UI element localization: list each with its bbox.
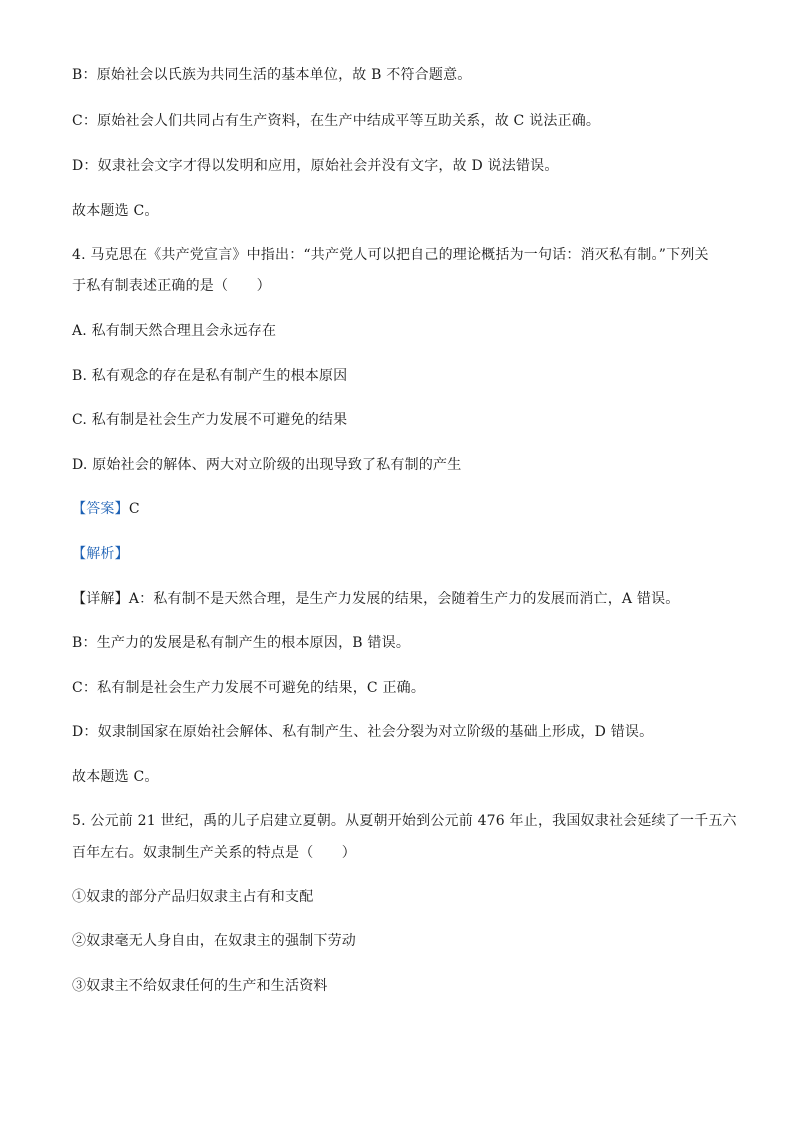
q4-stem-line-2: 于私有制表述正确的是（ ） xyxy=(72,278,271,294)
detail-tag: 【详解】 xyxy=(72,591,129,607)
q4-detail-c: C：私有制是社会生产力发展不可避免的结果，C 正确。 xyxy=(72,680,426,696)
q3-conclusion: 故本题选 C。 xyxy=(72,203,159,219)
q5-item-3: ③奴隶主不给奴隶任何的生产和生活资料 xyxy=(72,978,328,994)
answer-value: C xyxy=(128,501,140,517)
q4-option-c: C. 私有制是社会生产力发展不可避免的结果 xyxy=(72,412,348,428)
q3-analysis-option-d: D：奴隶社会文字才得以发明和应用，原始社会并没有文字，故 D 说法错误。 xyxy=(72,158,559,174)
q5-item-2: ②奴隶毫无人身自由，在奴隶主的强制下劳动 xyxy=(72,933,356,949)
analysis-tag: 【解析】 xyxy=(72,546,129,562)
q4-option-b: B. 私有观念的存在是私有制产生的根本原因 xyxy=(72,368,348,384)
q4-detail-b: B：生产力的发展是私有制产生的根本原因，B 错误。 xyxy=(72,635,411,651)
q4-stem-line-1: 4. 马克思在《共产党宣言》中指出：“共产党人可以把自己的理论概括为一句话：消灭私有制。”下列关 xyxy=(72,247,709,263)
q4-conclusion: 故本题选 C。 xyxy=(72,769,159,785)
q4-analysis-heading xyxy=(72,545,732,563)
q3-analysis-option-c: C：原始社会人们共同占有生产资料，在生产中结成平等互助关系，故 C 说法正确。 xyxy=(72,113,601,129)
q4-detail-a: A：私有制不是天然合理，是生产力发展的结果，会随着生产力的发展而消亡，A 错误。 xyxy=(128,591,680,607)
q3-analysis-option-b: B：原始社会以氏族为共同生活的基本单位，故 B 不符合题意。 xyxy=(72,67,472,83)
answer-tag: 【答案】 xyxy=(72,501,129,517)
q4-option-a: A. 私有制天然合理且会永远存在 xyxy=(72,323,277,339)
q4-detail-d: D：奴隶制国家在原始社会解体、私有制产生、社会分裂为对立阶级的基础上形成，D 错误。 xyxy=(72,724,654,740)
q5-stem-line-1: 5. 公元前 21 世纪，禹的儿子启建立夏朝。从夏朝开始到公元前 476 年止，我国奴隶社会延续了一千五六 xyxy=(72,813,737,829)
q4-answer-row xyxy=(72,500,732,518)
q5-stem-line-2: 百年左右。奴隶制生产关系的特点是（ ） xyxy=(72,845,356,861)
q4-detail-a-row xyxy=(72,590,732,608)
q5-item-1: ①奴隶的部分产品归奴隶主占有和支配 xyxy=(72,889,314,905)
q4-option-d: D. 原始社会的解体、两大对立阶级的出现导致了私有制的产生 xyxy=(72,457,462,473)
